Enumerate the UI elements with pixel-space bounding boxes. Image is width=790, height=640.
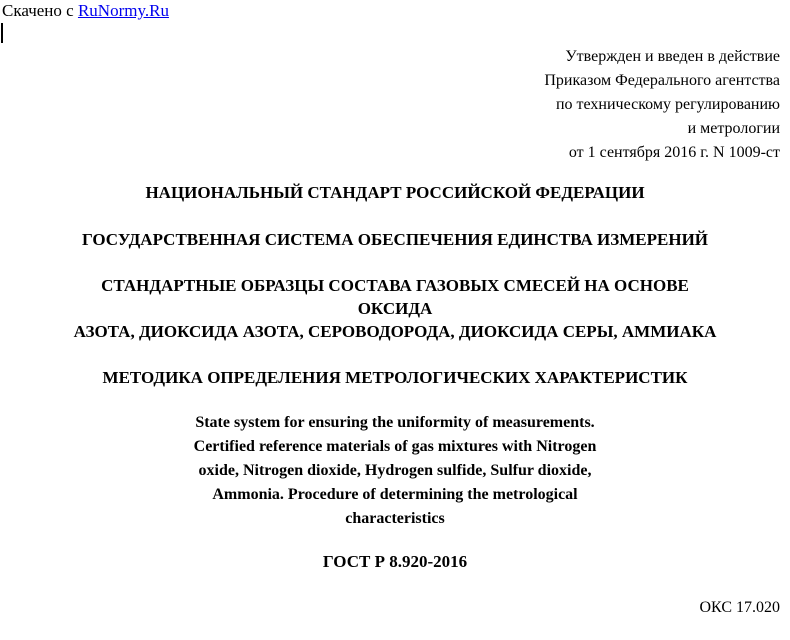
national-standard-heading	[0, 181, 790, 204]
method-heading	[0, 366, 790, 389]
english-title-line: Ammonia. Procedure of determining the metrological	[212, 486, 578, 503]
approval-line: от 1 сентября 2016 г. N 1009-ст	[568, 144, 780, 161]
english-title-block	[0, 411, 790, 531]
download-source-line	[2, 1, 169, 21]
state-system-title: ГОСУДАРСТВЕННАЯ СИСТЕМА ОБЕСПЕЧЕНИЯ ЕДИНСТВА ИЗМЕРЕНИЙ	[81, 230, 709, 249]
english-title-line: Certified reference materials of gas mixtures with Nitrogen	[193, 438, 597, 455]
english-title-line: characteristics	[345, 510, 445, 527]
state-system-heading	[0, 228, 790, 251]
method-title: МЕТОДИКА ОПРЕДЕЛЕНИЯ МЕТРОЛОГИЧЕСКИХ ХАРАКТЕРИСТИК	[102, 368, 688, 387]
english-title-line: State system for ensuring the uniformity of measurements.	[195, 414, 595, 431]
standard-designation: ГОСТ Р 8.920-2016	[322, 552, 468, 571]
approval-line: и метрологии	[687, 120, 780, 137]
download-prefix: Скачено с	[2, 1, 74, 20]
english-title-line: oxide, Nitrogen dioxide, Hydrogen sulfide, Sulfur dioxide,	[198, 462, 592, 479]
national-standard-title: НАЦИОНАЛЬНЫЙ СТАНДАРТ РОССИЙСКОЙ ФЕДЕРАЦИИ	[145, 183, 645, 202]
reference-materials-heading	[0, 274, 790, 343]
reference-materials-title-line: ОКСИДА	[357, 299, 433, 318]
approval-line: по техническому регулированию	[555, 96, 780, 113]
text-cursor	[1, 23, 3, 43]
reference-materials-title-line: АЗОТА, ДИОКСИДА АЗОТА, СЕРОВОДОРОДА, ДИОКСИДА СЕРЫ, АММИАКА	[73, 322, 717, 341]
oks-code: ОКС 17.020	[699, 599, 780, 616]
approval-block	[544, 45, 780, 165]
approval-line: Приказом Федерального агентства	[544, 72, 780, 89]
reference-materials-title-line: СТАНДАРТНЫЕ ОБРАЗЦЫ СОСТАВА ГАЗОВЫХ СМЕСЕЙ НА ОСНОВЕ	[101, 276, 689, 295]
runormy-link[interactable]: RuNormy.Ru	[77, 1, 169, 20]
approval-line: Утвержден и введен в действие	[565, 48, 780, 65]
